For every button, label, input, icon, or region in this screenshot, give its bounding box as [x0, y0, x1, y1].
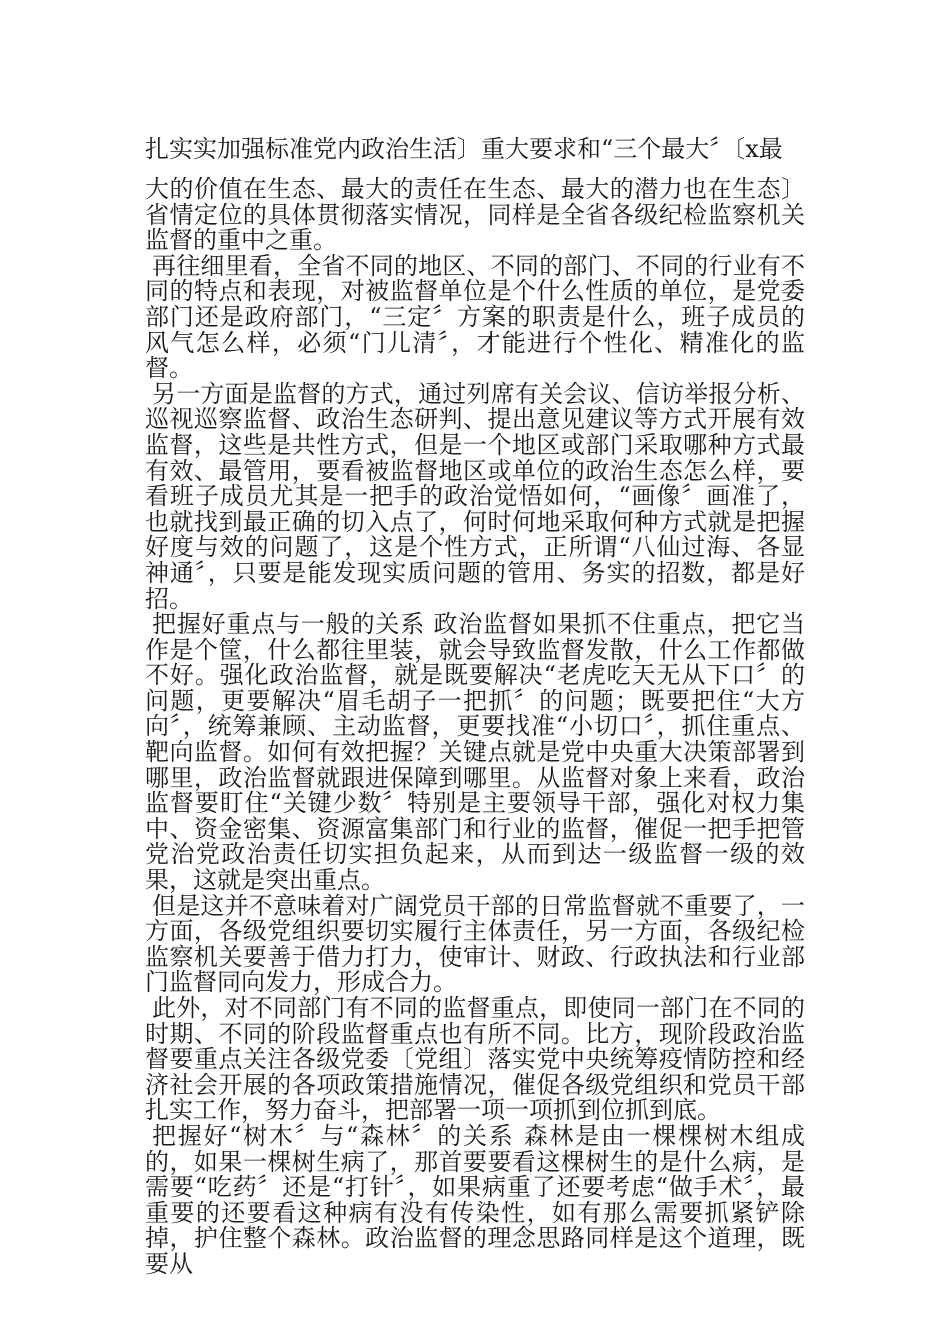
document-body — [145, 177, 805, 1278]
paragraph-2: 再往细里看，全省不同的地区、不同的部门、不同的行业有不同的特点和表现，对被监督单位是个什么性质的单位，是党委部门还是政府部门，“三定〞方案的职责是什么，班子成员的风气怎么样，必须“门儿清〞，才能进行个性化、精准化的监督。 — [145, 251, 805, 383]
paragraph-4: 把握好重点与一般的关系 政治监督如果抓不住重点，把它当作是个筐，什么都往里装，就会导致监督发散，什么工作都做不好。强化政治监督，就是既要解决“老虎吃天无从下口〞的问题，更要解决“眉毛胡子一把抓〞的问题；既要把住“大方向〞，统筹兼顾、主动监督，更要找准“小切口〞，抓住重点、靶向监督。如何有效把握？关键点就是党中央重大决策部署到哪里，政治监督就跟进保障到哪里。从监督对象上来看，政治监督要盯住“关键少数〞特别是主要领导干部，强化对权力集中、资金密集、资源富集部门和行业的监督，催促一把手把管党治党政治责任切实担负起来，从而到达一级监督一级的效果，这就是突出重点。 — [145, 610, 805, 895]
paragraph-5: 但是这并不意味着对广阔党员干部的日常监督就不重要了，一方面，各级党组织要切实履行主体责任，另一方面，各级纪检监察机关要善于借力打力，使审计、财政、行政执法和行业部门监督同向发力，形成合力。 — [145, 891, 805, 997]
paragraph-3: 另一方面是监督的方式，通过列席有关会议、信访举报分析、巡视巡察监督、政治生态研判、提出意见建议等方式开展有效监督，这些是共性方式，但是一个地区或部门采取哪种方式最有效、最管用，要看被监督地区或单位的政治生态怎么样，要看班子成员尤其是一把手的政治觉悟如何，“画像〞画准了，也就找到最正确的切入点了，何时何地采取何种方式就是把握好度与效的问题了，这是个性方式，正所谓“八仙过海、各显神通〞，只要是能发现实质问题的管用、务实的招数，都是好招。 — [145, 379, 805, 613]
paragraph-1: 大的价值在生态、最大的责任在生态、最大的潜力也在生态〕省情定位的具体贯彻落实情况，同样是全省各级纪检监察机关监督的重中之重。 — [145, 175, 805, 255]
paragraph-7: 把握好“树木〞与“森林〞的关系 森林是由一棵棵树木组成的，如果一棵树生病了，那首要要看这棵树生的是什么病，是需要“吃药〞还是“打针〞，如果病重了还要考虑“做手术〞，最重要的还要看这种病有没有传染性，如有那么需要抓紧铲除掉，护住整个森林。政治监督的理念思路同样是这个道理，既要从 — [145, 1121, 805, 1278]
paragraph-6: 此外，对不同部门有不同的监督重点，即使同一部门在不同的时期、不同的阶段监督重点也有所不同。比方，现阶段政治监督要重点关注各级党委〔党组〕落实党中央统筹疫情防控和经济社会开展的各项政策措施情况，催促各级党组织和党员干部扎实工作，努力奋斗，把部署一项一项抓到位抓到底。 — [145, 994, 805, 1125]
document-first-line: 扎实实加强标准党内政治生活〕重大要求和“三个最大〞〔x最 — [145, 136, 783, 162]
